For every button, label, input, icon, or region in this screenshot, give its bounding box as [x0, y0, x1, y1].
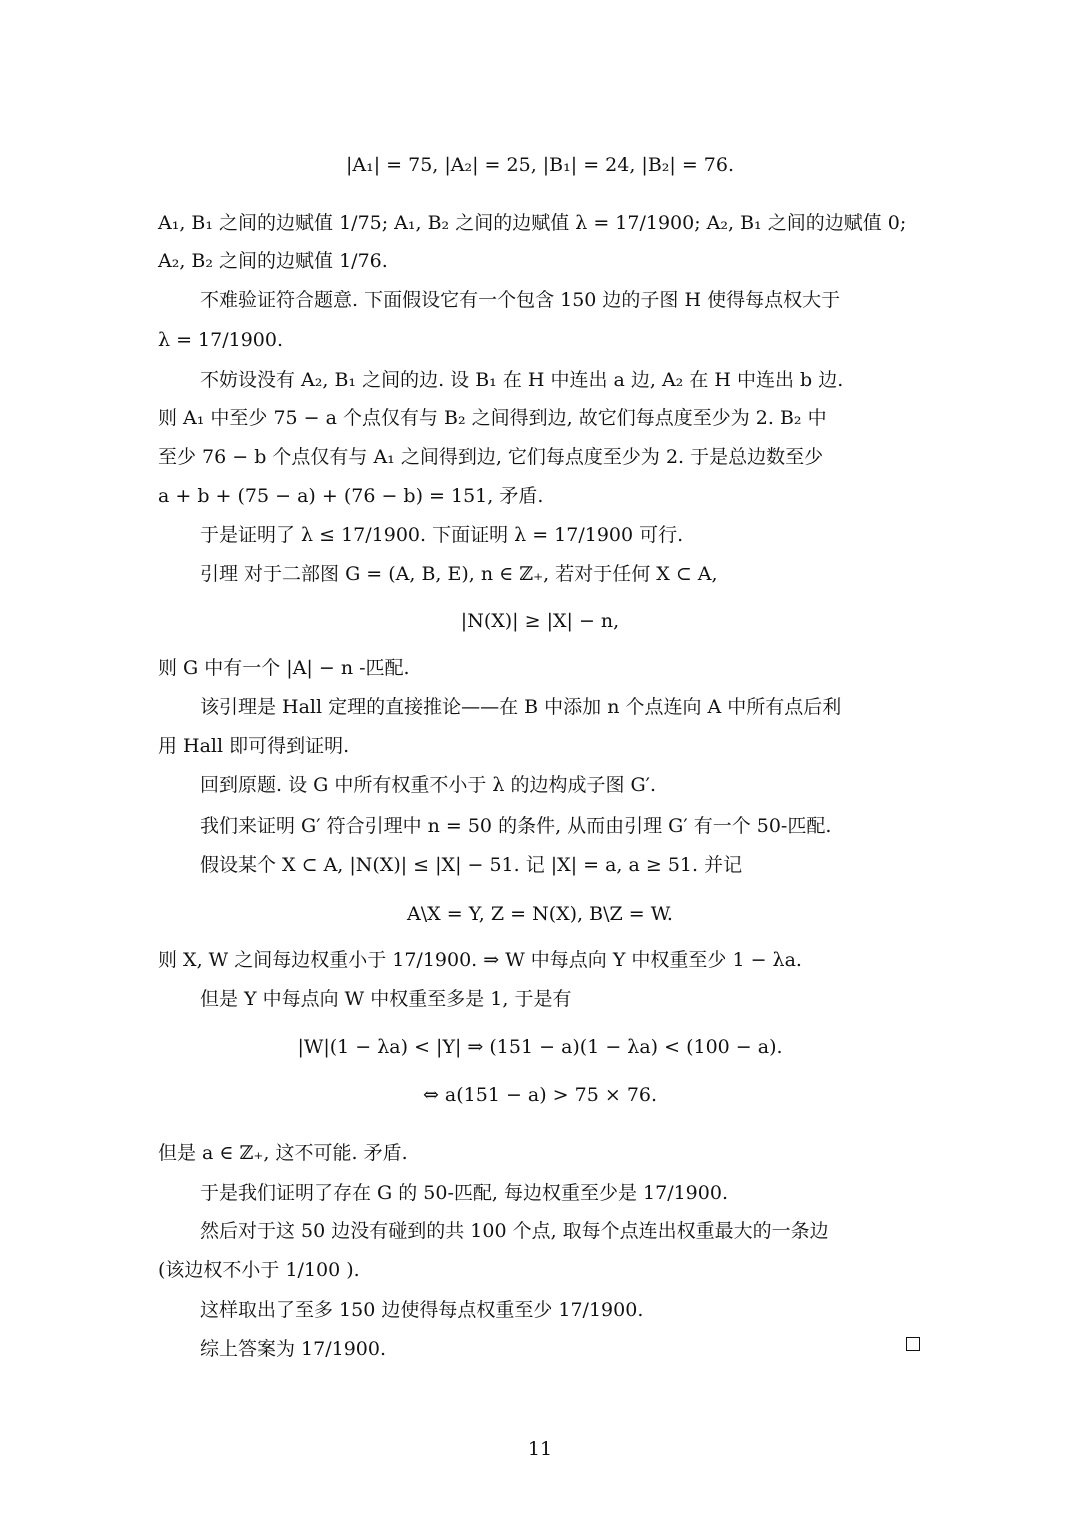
paragraph-line: λ = 17/1900. [158, 329, 284, 351]
paragraph-line: 不妨设没有 A₂, B₁ 之间的边. 设 B₁ 在 H 中连出 a 边, A₂ 在 H 中连出 b 边. [200, 369, 844, 391]
paragraph-line: A₁, B₁ 之间的边赋值 1/75; A₁, B₂ 之间的边赋值 λ = 17/1900; A₂, B₁ 之间的边赋值 0; [158, 212, 907, 234]
paragraph-line: 用 Hall 即可得到证明. [158, 735, 350, 757]
paragraph-line: 假设某个 X ⊂ A, |N(X)| ≤ |X| − 51. 记 |X| = a, a ≥ 51. 并记 [200, 854, 743, 876]
paragraph-line: 这样取出了至多 150 边使得每点权重至少 17/1900. [200, 1299, 644, 1321]
paragraph-line: 于是我们证明了存在 G 的 50-匹配, 每边权重至少是 17/1900. [200, 1182, 728, 1204]
paragraph-line: (该边权不小于 1/100 ). [158, 1259, 360, 1281]
equation-inequality: |W|(1 − λa) < |Y| ⇒ (151 − a)(1 − λa) < (100 − a). [297, 1036, 783, 1058]
equation-set-sizes: |A₁| = 75, |A₂| = 25, |B₁| = 24, |B₂| = 76. [345, 154, 735, 176]
paragraph-line: 回到原题. 设 G 中所有权重不小于 λ 的边构成子图 G′. [200, 774, 657, 796]
equation-definitions: A\X = Y, Z = N(X), B\Z = W. [407, 903, 673, 925]
equation-equivalence: ⇔ a(151 − a) > 75 × 76. [422, 1084, 658, 1106]
paragraph-line: 但是 a ∈ ℤ₊, 这不可能. 矛盾. [158, 1142, 408, 1164]
paragraph-line: 则 G 中有一个 |A| − n -匹配. [158, 657, 410, 679]
paragraph-line: 然后对于这 50 边没有碰到的共 100 个点, 取每个点连出权重最大的一条边 [200, 1220, 829, 1242]
paragraph-line: a + b + (75 − a) + (76 − b) = 151, 矛盾. [158, 485, 544, 507]
paragraph-line: 我们来证明 G′ 符合引理中 n = 50 的条件, 从而由引理 G′ 有一个 50-匹配. [200, 815, 832, 837]
lemma-statement: 引理 对于二部图 G = (A, B, E), n ∈ ℤ₊, 若对于任何 X ⊂ A, [200, 563, 718, 585]
paragraph-line: A₂, B₂ 之间的边赋值 1/76. [158, 250, 388, 272]
qed-square-icon [906, 1337, 920, 1351]
paragraph-line: 该引理是 Hall 定理的直接推论——在 B 中添加 n 个点连向 A 中所有点后利 [200, 696, 842, 718]
page-number: 11 [527, 1438, 553, 1460]
paragraph-line: 则 A₁ 中至少 75 − a 个点仅有与 B₂ 之间得到边, 故它们每点度至少为 2. B₂ 中 [158, 407, 827, 429]
paragraph-line: 但是 Y 中每点向 W 中权重至多是 1, 于是有 [200, 988, 572, 1010]
equation-lemma-condition: |N(X)| ≥ |X| − n, [460, 610, 620, 632]
paragraph-line: 不难验证符合题意. 下面假设它有一个包含 150 边的子图 H 使得每点权大于 [200, 289, 841, 311]
paragraph-line: 至少 76 − b 个点仅有与 A₁ 之间得到边, 它们每点度至少为 2. 于是总边数至少 [158, 446, 824, 468]
paragraph-line: 则 X, W 之间每边权重小于 17/1900. ⇒ W 中每点向 Y 中权重至少 1 − λa. [158, 949, 802, 971]
conclusion-line: 综上答案为 17/1900. [200, 1338, 387, 1360]
paragraph-line: 于是证明了 λ ≤ 17/1900. 下面证明 λ = 17/1900 可行. [200, 524, 684, 546]
